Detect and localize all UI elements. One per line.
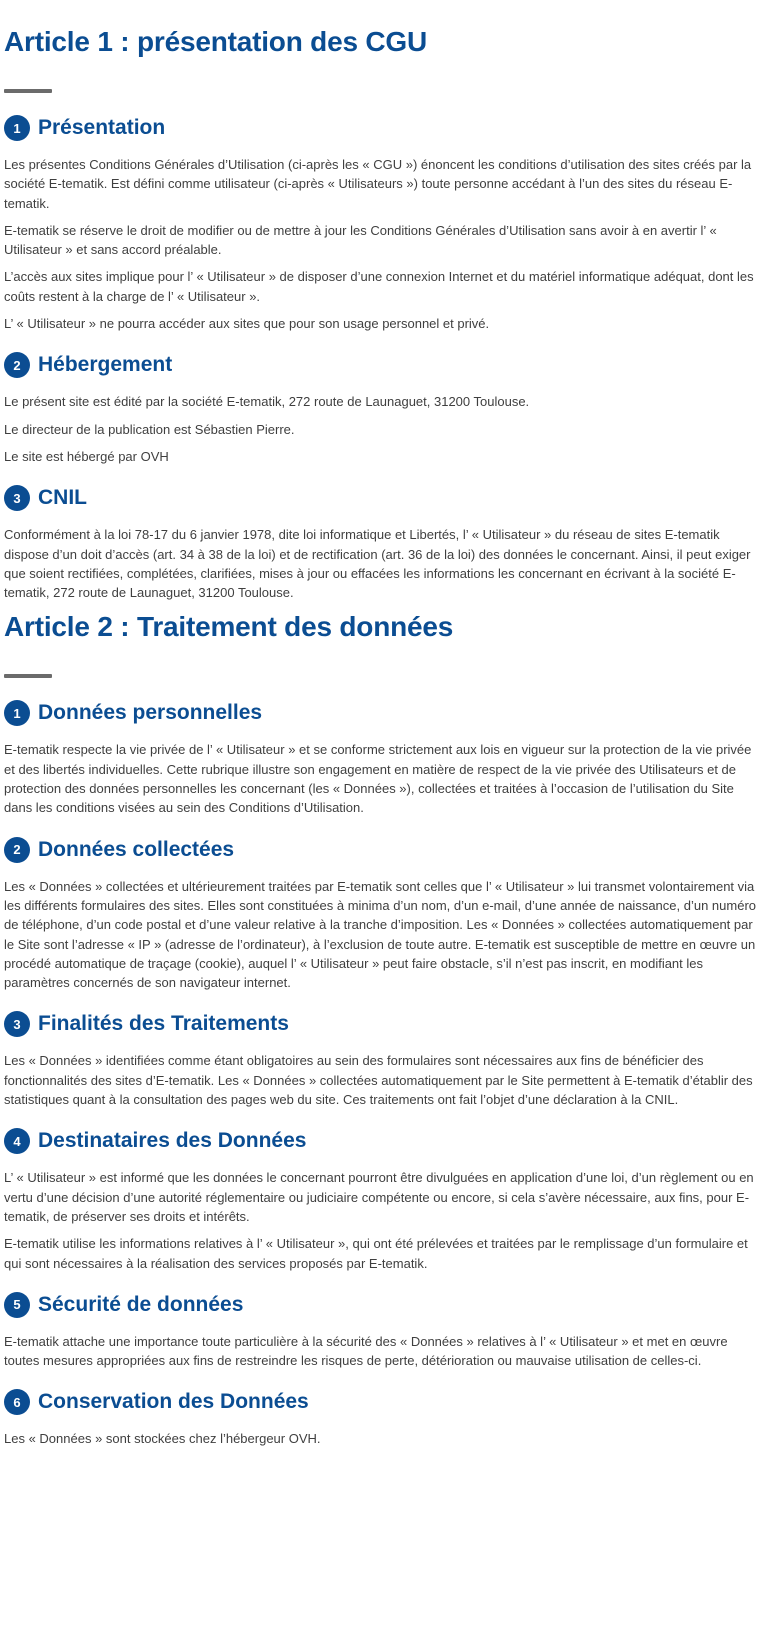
article-2-title-main: Traitement des données (136, 611, 454, 643)
article-2-section-1 (4, 698, 759, 817)
paragraph: Les « Données » collectées et ultérieurement traitées par E-tematik sont celles que l’ « Utilisateur » lui transmet volontairement via les différents formulaires des sites. Elles sont constituées à minima d’un nom, d’un e-mail, d’une année de naissance, d’un numéro de téléphone, d’un code postal et d’une valeur relative à la tranche d’imposition. Les « Données » collectées automatiquement par le Site sont l’adresse « IP » (adresse de l’ordinateur), à l’exclusion de toute autre. E-tematik est susceptible de mettre en œuvre un procédé automatique de traçage (cookie), auquel l’ « Utilisateur » peut faire obstacle, s’il n’est pas inscrit, en modifiant les paramètres concernés de son navigateur internet. (4, 878, 757, 991)
article-1-section-2 (4, 350, 759, 466)
paragraph: Le directeur de la publication est Sébastien Pierre. (4, 421, 295, 437)
section-header (4, 1126, 759, 1156)
section-header (4, 835, 759, 865)
section-header (4, 1387, 759, 1417)
article-2-title (4, 610, 759, 644)
section-title: CNIL (38, 486, 87, 510)
article-2-divider (4, 674, 52, 678)
article-1-divider (4, 89, 52, 93)
article-1-section-1 (4, 113, 759, 333)
section-header (4, 1290, 759, 1320)
section-title: Données personnelles (38, 701, 263, 725)
number-badge: 3 (4, 485, 30, 511)
section-title: Sécurité de données (38, 1292, 244, 1316)
article-2-section-3 (4, 1009, 759, 1109)
article-2-section-6 (4, 1387, 759, 1448)
paragraph: E-tematik se réserve le droit de modifier ou de mettre à jour les Conditions Générales d’Utilisation sans avoir à en avertir l’ « Utilisateur » et sans accord préalable. (4, 222, 717, 258)
section-title: Présentation (38, 116, 166, 139)
section-header (4, 1009, 759, 1039)
number-badge: 6 (4, 1389, 30, 1415)
number-badge: 1 (4, 115, 30, 141)
paragraph: L’accès aux sites implique pour l’ « Utilisateur » de disposer d’une connexion Internet et du matériel informatique adéquat, dont les coûts restent à la charge de l’ « Utilisateur ». (4, 269, 754, 304)
article-2-section-2 (4, 835, 759, 993)
section-title: Destinataires des Données (38, 1129, 307, 1153)
paragraph: E-tematik respecte la vie privée de l’ « Utilisateur » et se conforme strictement aux lois en vigueur sur la protection de la vie privée et des libertés individuelles. Cette rubrique illustre son engagement en matière de respect de la vie privée des Utilisateurs et de protection des données personnelles les concernant (les « Données »), collectées et traitées à l’occasion de l’utilisation du Site dans les conditions visées au sein des Conditions d’Utilisation. (4, 742, 752, 816)
paragraph: Les « Données » identifiées comme étant obligatoires au sein des formulaires sont nécessaires aux fins de bénéficier des fonctionnalités des sites d’E-tematik. Les « Données » collectées automatiquement par le Site permettent à E-tematik d’établir des statistiques quant à la consultation des pages web du site. Ces traitements ont fait l’objet d’une déclaration à la CNIL. (4, 1053, 753, 1108)
number-badge: 5 (4, 1292, 30, 1318)
article-2-title-prefix: Article 2 : (4, 611, 137, 643)
number-badge: 4 (4, 1128, 30, 1154)
paragraph: Le présent site est édité par la société E-tematik, 272 route de Launaguet, 31200 Toulouse. (4, 394, 530, 410)
section-header (4, 483, 759, 513)
section-title: Hébergement (38, 353, 173, 377)
paragraph: E-tematik utilise les informations relatives à l’ « Utilisateur », qui ont été prélevées et traitées par le remplissage d’un formulaire et qui sont nécessaires à la réalisation des services proposés par E-tematik. (4, 1236, 748, 1271)
paragraph: L’ « Utilisateur » ne pourra accéder aux sites que pour son usage personnel et privé. (4, 316, 490, 332)
article-2-section-5 (4, 1290, 759, 1371)
article-1-title: Article 1 : présentation des CGU (4, 26, 428, 57)
article-2-section-4 (4, 1126, 759, 1272)
paragraph: L’ « Utilisateur » est informé que les données le concernant pourront être divulguées en application d’une loi, d’un règlement ou en vertu d’une décision d’une autorité réglementaire ou judiciaire compétente ou encore, si cela s’avère nécessaire, aux fins, pour E-tematik, de préserver ses droits et intérêts. (4, 1170, 754, 1224)
section-title: Finalités des Traitements (38, 1012, 289, 1036)
section-title: Données collectées (38, 837, 235, 861)
number-badge: 1 (4, 700, 30, 726)
section-header (4, 698, 759, 728)
number-badge: 2 (4, 352, 30, 378)
number-badge: 2 (4, 837, 30, 863)
section-title: Conservation des Données (38, 1390, 309, 1414)
paragraph: Le site est hébergé par OVH (4, 448, 169, 464)
number-badge: 3 (4, 1011, 30, 1037)
article-1-section-3 (4, 483, 759, 602)
paragraph: Conformément à la loi 78-17 du 6 janvier 1978, dite loi informatique et Libertés, l’ « Utilisateur » du réseau de sites E-tematik dispose d’un doit d’accès (art. 34 à 38 de la loi) et de rectification (art. 36 de la loi) des données le concernant. Ainsi, il peut exiger que soient rectifiées, complétées, clarifiées, mises à jour ou effacées les informations les concernant en écrivant à la société E-tematik, 272 route de Launaguet, 31200 Toulouse. (4, 527, 751, 601)
paragraph: Les « Données » sont stockées chez l’hébergeur OVH. (4, 1431, 321, 1447)
paragraph: E-tematik attache une importance toute particulière à la sécurité des « Données » relatives à l’ « Utilisateur » et met en œuvre toutes mesures appropriées aux fins de restreindre les risques de perte, détérioration ou mauvaise utilisation de celles-ci. (4, 1333, 728, 1369)
section-header (4, 350, 759, 380)
section-header (4, 113, 759, 143)
paragraph: Les présentes Conditions Générales d’Utilisation (ci-après les « CGU ») énoncent les conditions d’utilisation des sites créés par la société E-tematik. Est défini comme utilisateur (ci-après « Utilisateurs ») toute personne accédant à l’un des sites du réseau E-tematik. (4, 157, 752, 211)
